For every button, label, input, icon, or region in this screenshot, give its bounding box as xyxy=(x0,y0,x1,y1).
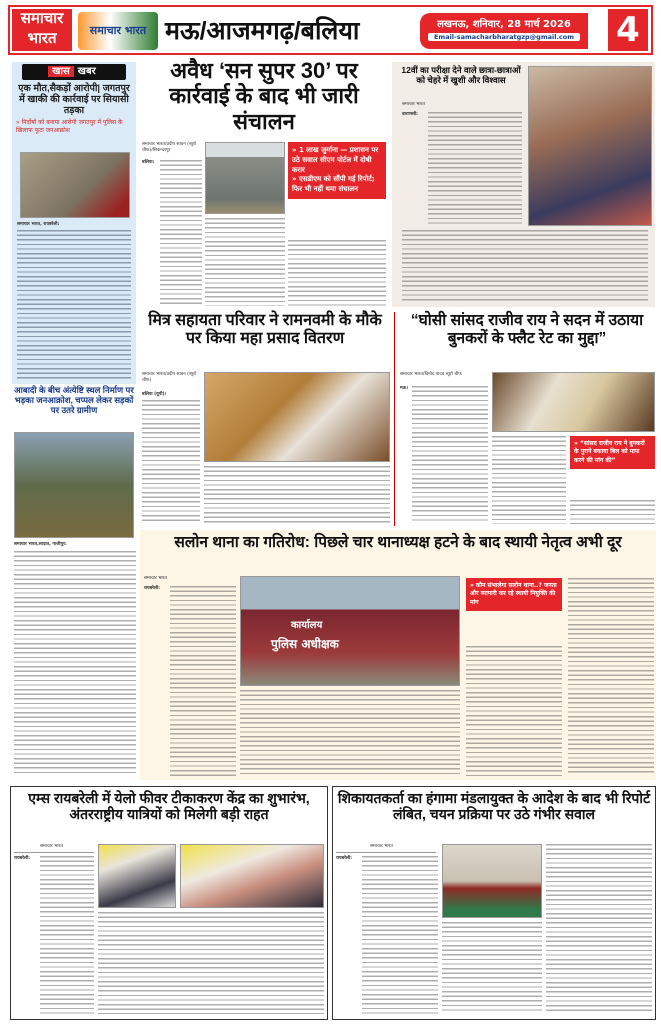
exam-byline: समाचार भारत xyxy=(402,102,425,107)
email: Email-samacharbharatgzp@gmail.com xyxy=(428,33,580,41)
khas-khabar-headline: एक मौत,सैकड़ों आरोपी| जगतपुर में खाकी की कार्रवाई पर सियासी तड़का xyxy=(18,83,130,116)
dateline: लखनऊ, शनिवार, 28 मार्च 2026 xyxy=(437,19,571,30)
edition-title: मऊ/आजमगढ़/बलिया xyxy=(165,17,360,45)
salon-body-3 xyxy=(568,578,654,776)
left-story2-byline: समाचार भारत,सादात, गाजीपुर: xyxy=(14,542,67,547)
complaint-rule xyxy=(336,852,436,853)
lead-byline: समाचार भारत/प्रदीप सावन (ब्यूरो चीफ)/सिकन्दरपुर xyxy=(142,142,197,153)
salon-headline: सलोन थाना का गतिरोध: पिछले चार थानाध्यक्ष हटने के बाद स्थायी नेतृत्व अभी दूर xyxy=(174,534,622,551)
lead-body-col1 xyxy=(160,160,202,306)
exam-story xyxy=(392,62,655,307)
khas-khabar-box xyxy=(12,62,136,384)
logo-globe: समाचार भारत xyxy=(78,12,158,50)
office-building-photo xyxy=(442,844,542,918)
exam-body-2 xyxy=(402,230,648,302)
ghosi-headline: “घोसी सांसद राजीव राय ने सदन में उठाया बुनकरों के फ्लैट रेट का मुद्दा” xyxy=(410,312,644,347)
khas-khabar-body xyxy=(17,230,131,380)
complaint-headline: शिकायतकर्ता का हंगामा मंडलायुक्त के आदेश के बाद भी रिपोर्ट लंबित, चयन प्रक्रिया पर उठे गंभीर सवाल xyxy=(337,790,651,823)
villagers-protest-photo xyxy=(14,432,134,538)
column-divider xyxy=(394,312,395,526)
date-banner xyxy=(420,13,588,49)
complaint-body-2 xyxy=(442,922,542,1014)
logo-text-2: भारत xyxy=(27,30,57,47)
office-sign-2: पुलिस अधीक्षक xyxy=(271,637,339,651)
office-sign-1: कार्यालय xyxy=(291,620,323,631)
aiims-rule xyxy=(14,852,94,853)
khas-khabar-label xyxy=(22,64,126,80)
police-uniform-photo xyxy=(20,152,130,218)
khas-label: खास xyxy=(48,66,74,77)
ribbon-cutting-photo xyxy=(98,844,176,908)
lead-highlight-2: » एसडीएम को सौंपी गई रिपोर्ट; फिर भी नहीं थमा संचालन xyxy=(292,175,375,194)
lead-highlight-1: » 1 लाख जुर्माना — प्रशासन पर उठे सवाल सीएम पोर्टल में दोषी करार xyxy=(292,146,379,174)
prasad-body-1 xyxy=(142,400,200,524)
exam-dateline: वाराणसी: xyxy=(402,112,418,117)
lead-dateline: बलिया: xyxy=(142,160,155,165)
khas-khabar-subhead: » निर्दोषों को बनाया आरोपी जगतपुर में पुलिस के खिलाफ फूटा जनआक्रोश xyxy=(16,118,123,134)
ghosi-body-3 xyxy=(570,500,655,524)
exam-body-1 xyxy=(428,112,522,226)
ghosi-body-2 xyxy=(492,436,566,524)
salon-body-1 xyxy=(170,586,236,776)
prasad-body-2 xyxy=(204,466,390,524)
left-story2-headline: आबादी के बीच अंत्येष्टि स्थल निर्माण पर भड़का जनआक्रोश, चप्पल लेकर सड़कों पर उतरे ग्रामीण xyxy=(14,385,134,415)
ghosi-dateline: मऊ। xyxy=(400,386,408,391)
complaint-dateline: रायबरेली: xyxy=(336,856,353,861)
complaint-body-1 xyxy=(362,856,438,1014)
logo-text-1: समाचार xyxy=(20,10,64,27)
left-story2-body xyxy=(14,551,136,776)
salon-dateline: रायबरेली: xyxy=(144,586,161,591)
aiims-dateline: रायबरेली: xyxy=(14,856,31,861)
salon-highlight-box: » कौन संभालेगा सलोन थाना..? जनता और व्यापारी कर रहे स्थायी नियुक्ति की मांग xyxy=(466,578,562,611)
prasad-distribution-photo xyxy=(204,372,390,462)
coaching-gate-photo xyxy=(205,142,285,214)
sp-office-photo xyxy=(240,576,460,686)
lead-body-col2 xyxy=(205,218,285,306)
ghosi-byline: समाचार भारत/विनोद यादव ब्यूरो चीफ xyxy=(400,372,462,377)
aiims-body-1 xyxy=(40,856,94,1014)
salon-body-2 xyxy=(466,646,562,776)
students-cheering-photo xyxy=(528,66,652,226)
exam-headline: 12वीं का परीक्षा देने वाले छात्रा-छात्राओं को चेहरे में खुशी और विश्वास xyxy=(401,65,521,85)
salon-byline: समाचार भारत xyxy=(144,576,167,581)
aiims-body-2 xyxy=(98,912,324,1014)
lead-highlight-box xyxy=(288,142,386,199)
salon-body-4 xyxy=(240,690,460,776)
prasad-dateline: बलिया (यूपी)। xyxy=(142,392,167,397)
complaint-body-3 xyxy=(546,844,652,1014)
masthead xyxy=(8,5,653,55)
aiims-byline: समाचार भारत xyxy=(40,844,63,849)
khas-khabar-head xyxy=(16,84,132,135)
complaint-byline: समाचार भारत xyxy=(370,844,393,849)
vaccination-photo xyxy=(180,844,324,908)
prasad-byline: समाचार भारत/प्रदीप सावन (ब्यूरो चीफ) xyxy=(142,372,197,383)
aiims-headline: एम्स रायबरेली में येलो फीवर टीकाकरण केंद्र का शुभारंभ, अंतरराष्ट्रीय यात्रियों को मिलेगी बड़ी राहत xyxy=(28,790,310,823)
lead-body-col3 xyxy=(288,240,386,306)
khabar-label: खबर xyxy=(77,66,96,77)
logo-box xyxy=(12,9,72,51)
lead-headline: अवैध ‘सन सुपर 30’ पर कार्रवाई के बाद भी जारी संचालन xyxy=(169,58,359,134)
prasad-headline: मित्र सहायता परिवार ने रामनवमी के मौके पर किया महा प्रसाद वितरण xyxy=(148,312,382,348)
page-number: 4 xyxy=(608,9,648,51)
ghosi-highlight-box: » “सांसद राजीव राय ने बुनकरों के पुराने बकाया बिल को माफ करने की मांग की” xyxy=(570,436,655,469)
parliament-photo xyxy=(492,372,655,432)
khas-khabar-byline: समाचार भारत, रायबरेली: xyxy=(17,222,60,227)
ghosi-body-1 xyxy=(412,386,488,524)
